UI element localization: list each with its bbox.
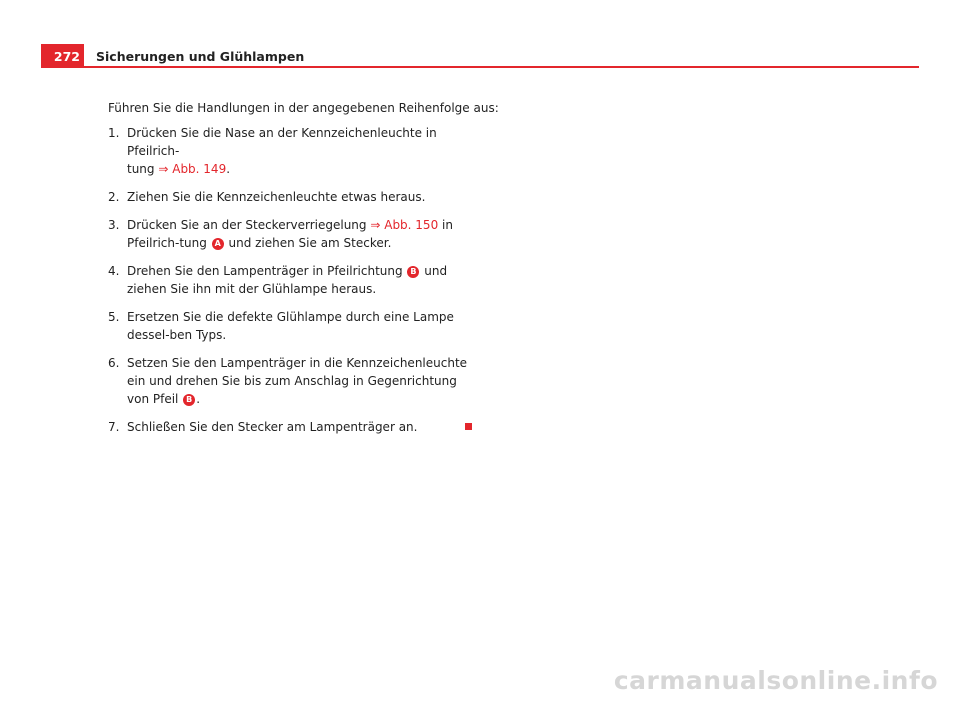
figure-reference-link[interactable]: ⇒ Abb. 149 xyxy=(158,162,227,176)
instructions-block xyxy=(108,99,499,446)
step-number: 6. xyxy=(108,356,120,370)
step-number: 1. xyxy=(108,126,120,140)
step-text: und ziehen Sie am Stecker. xyxy=(224,236,392,250)
intro-text: Führen Sie die Handlungen in der angegebenen Reihenfolge aus: xyxy=(108,101,499,115)
step-number: 3. xyxy=(108,218,120,232)
step-text: Ziehen Sie die Kennzeichenleuchte etwas heraus. xyxy=(127,190,426,204)
step-number: 7. xyxy=(108,420,120,434)
steps-list xyxy=(108,124,478,436)
step-2 xyxy=(108,188,472,206)
watermark-logo: carmanualsonline.info xyxy=(613,666,938,695)
step-5 xyxy=(108,308,472,344)
callout-b-badge: B xyxy=(407,266,419,278)
header-rule xyxy=(41,66,919,68)
step-text: Drehen Sie den Lampenträger in Pfeilrichtung xyxy=(127,264,407,278)
callout-b-badge: B xyxy=(183,394,195,406)
page-number: 272 xyxy=(41,44,84,66)
step-text: und ziehen Sie ihn mit der Glühlampe heraus. xyxy=(127,264,448,296)
step-text: Ersetzen Sie die defekte Glühlampe durch eine Lampe dessel-ben Typs. xyxy=(127,310,454,342)
step-text: Drücken Sie die Nase an der Kennzeichenleuchte in Pfeilrich- xyxy=(127,126,437,158)
section-end-marker xyxy=(465,423,472,430)
step-6 xyxy=(108,354,472,408)
step-text: . xyxy=(226,162,231,176)
step-text: Drücken Sie an der Steckerverriegelung xyxy=(127,218,371,232)
step-4 xyxy=(108,262,472,298)
step-text: tung xyxy=(127,162,159,176)
figure-reference-link[interactable]: ⇒ Abb. 150 xyxy=(370,218,439,232)
step-number: 4. xyxy=(108,264,120,278)
step-1 xyxy=(108,124,472,178)
step-text: Schließen Sie den Stecker am Lampenträger an. xyxy=(127,420,418,434)
callout-a-badge: A xyxy=(212,238,224,250)
step-text: in Pfeilrich-tung xyxy=(127,218,453,250)
step-text: Setzen Sie den Lampenträger in die Kennzeichenleuchte ein und drehen Sie bis zum Anschlag in Gegenrichtung von Pfeil xyxy=(127,356,468,406)
step-3 xyxy=(108,216,472,252)
section-title: Sicherungen und Glühlampen xyxy=(96,49,305,64)
page-header xyxy=(41,44,919,68)
step-number: 5. xyxy=(108,310,120,324)
step-number: 2. xyxy=(108,190,120,204)
step-7 xyxy=(108,418,472,436)
step-text: . xyxy=(196,392,201,406)
